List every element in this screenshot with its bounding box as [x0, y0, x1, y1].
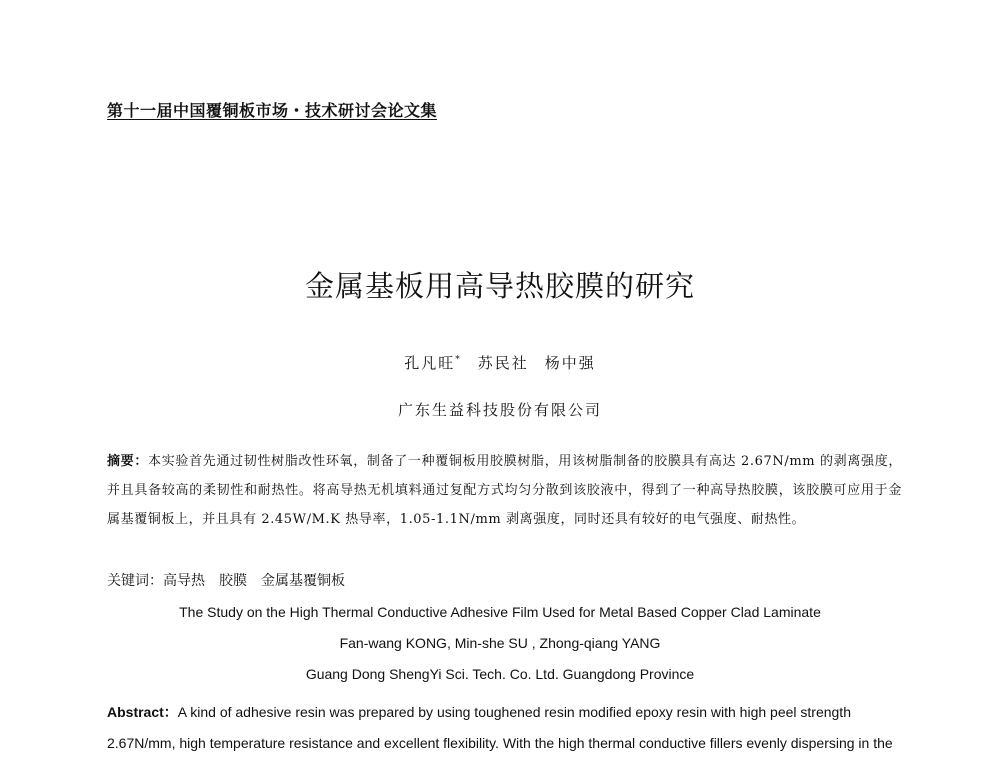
abstract-english-label: Abstract： [107, 704, 178, 720]
author-name: 孔凡旺 [404, 354, 456, 372]
abstract-chinese [107, 447, 902, 534]
keyword: 金属基覆铜板 [261, 573, 345, 589]
english-title: The Study on the High Thermal Conductive Adhesive Film Used for Metal Based Copper Clad Laminate [179, 604, 821, 620]
english-affiliation: Guang Dong ShengYi Sci. Tech. Co. Ltd. Guangdong Province [305, 666, 695, 682]
author-name: 苏民社 [477, 354, 529, 372]
affiliation: 广东生益科技股份有限公司 [397, 401, 602, 419]
keywords-label: 关键词： [107, 573, 163, 589]
english-authors: Fan-wang KONG, Min-she SU , Zhong-qiang YANG [339, 635, 661, 651]
keyword: 胶膜 [219, 573, 247, 589]
corresponding-author-mark: * [455, 355, 462, 365]
proceedings-header: 第十一届中国覆铜板市场・技术研讨会论文集 [107, 101, 438, 120]
abstract-text: 本实验首先通过韧性树脂改性环氧，制备了一种覆铜板用胶膜树脂，用该树脂制备的胶膜具有高达 2.67N/mm 的剥离强度，并且具备较高的柔韧性和耐热性。将高导热无机填料通过复配方式均匀分散到该胶液中，得到了一种高导热胶膜，该胶膜可应用于金属基覆铜板上，并且具有 2.45W/M.K 热导率，1.05-1.1N/mm 剥离强度，同时还具有较好的电气强度、耐热性。 [107, 454, 902, 527]
abstract-label: 摘要： [107, 454, 149, 469]
author-name: 杨中强 [544, 354, 596, 372]
paper-title: 金属基板用高导热胶膜的研究 [304, 269, 695, 303]
keywords-line [107, 570, 359, 590]
keyword: 高导热 [163, 573, 205, 589]
abstract-english-text: A kind of adhesive resin was prepared by using toughened resin modified epoxy resin with high peel strength 2.67N/mm, high temperature resistance and excellent flexibility. With the high thermal conductive fillers evenly dispersing in the [107, 704, 893, 751]
abstract-english [107, 697, 907, 759]
author-list [0, 352, 1000, 373]
